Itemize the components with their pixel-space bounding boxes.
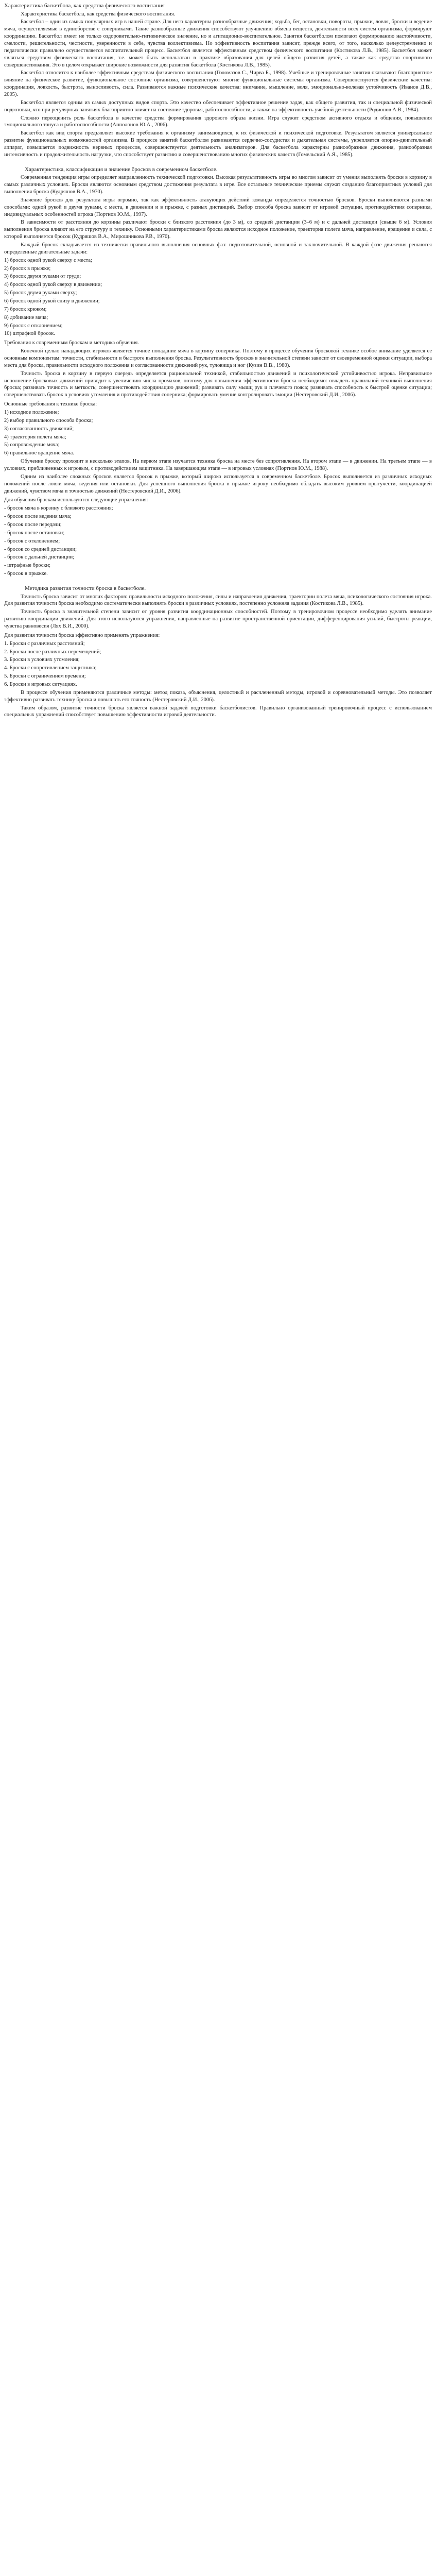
section (4, 166, 432, 578)
list-item: 5) бросок двумя руками сверху; (4, 290, 77, 296)
paragraph: Обучение броску проходит в несколько этапов. На первом этапе изучается техника броска на месте без сопротивления. На втором этапе — в движении. На третьем этапе — в условиях, приближенных к игровым, с противодействием защитника. На завершающем этапе — в игровых условиях (Портнов Ю.М., 1988). (4, 459, 432, 472)
paragraph: Значение бросков для результата игры огромно, так как эффективность атакующих действий команды определяется точностью бросков. Броски выполняются разными способами: одной рукой и двумя руками, с места, в движении и в прыжке, с разных дистанций. Выбор способа броска зависит от игровой ситуации, противодействия соперника, индивидуальных особенностей игрока (Портнов Ю.М., 1997). (4, 197, 432, 217)
paragraph: Каждый бросок складывается из технически правильного выполнения основных фаз: подготовительной, основной и заключительной. В каждой фазе движения решаются определенные двигательные задачи: (4, 242, 432, 255)
paragraph: Баскетбол является одним из самых доступных видов спорта. Это качество обеспечивает эффективное решение задач, как общего развития, так и специальной физической подготовки, что при регулярных занятиях благоприятно влияет на состояние здоровья, работоспособности, а также на эффективность учебной деятельности (Родионов А.В., 1984). (4, 99, 432, 113)
list-item: 2. Броски после различных перемещений; (4, 649, 101, 655)
list-item: 2) выбор правильного способа броска; (4, 417, 93, 423)
list-item: - бросок после передачи; (4, 522, 62, 528)
list-item: 1. Броски с различных расстояний; (4, 640, 85, 647)
paragraph: Баскетбол – один из самых популярных игр в нашей стране. Для него характерны разнообразные движения; ходьба, бег, остановки, повороты, прыжки, ловля, броски и ведение мяча, осуществляемые в единоборстве с соперниками. Такие разнообразные движения способствуют улучшению обмена веществ, деятельности всех систем организма, формируют координацию. Баскетбол имеет не только оздоровительно-гигиеническое значение, но и агитационно-воспитательное. Занятия баскетболом помогают формированию настойчивости, смелости, решительности, честности, уверенности в себе, чувства коллективизма. Но эффективность воспитания зависит, прежде всего, от того, насколько целеустремленно и педагогически правильно осуществляется воспитательный процесс. Баскетбол является эффективным средством физического воспитания (Костикова Л.В., 1985). Баскетбол может являться средством физического воспитания, т.е. может быть использован в практике образования для целей общего развития детей, а также как средство спортивного совершенствования. Это в целом открывает широкие возможности для развития баскетбола (Костикова Л.В., 1985). (4, 19, 432, 68)
paragraph: В зависимости от расстояния до корзины различают броски с близкого расстояния (до 3 м), со средней дистанции (3–6 м) и с дальней дистанции (свыше 6 м). Условия выполнения броска влияют на его структуру и технику. Основными характеристиками броска являются исходное положение, траектория полета мяча, направление, вращение и сила, с которой выполняется бросок (Кудряшов В.А., Мирошникова Р.В., 1970). (4, 219, 432, 240)
list-item: 3. Броски в условиях утомления; (4, 657, 80, 663)
paragraph: Точность броска зависит от многих факторов: правильности исходного положения, силы и направления движения, траектории полета мяча, психологического состояния игрока. Для развития точности броска необходимо систематически выполнять броски в различных условиях, постепенно усложняя задания (Костикова Л.В., 1985). (4, 594, 432, 607)
list-item: - бросок со средней дистанции; (4, 546, 77, 552)
list-item: 6. Броски в игровых ситуациях. (4, 682, 77, 688)
list-item: 8) добивание мяча; (4, 314, 48, 320)
paragraph: Сложно переоценить роль баскетбола в качестве средства формирования здорового образа жизни. Игра служит средством активного отдыха и общения, повышения эмоционального тонуса и работоспособности (Апполонов Ю.А., 2006). (4, 115, 432, 128)
list-item: 7) бросок крюком; (4, 306, 47, 312)
section-heading: Характеристика, классификация и значение бросков в современном баскетболе. (25, 166, 218, 173)
list-item: - бросок мяча в корзину с близкого расстояния; (4, 505, 113, 512)
list-item: 9) бросок с отклонением; (4, 323, 63, 329)
list-item: 1) исходное положение; (4, 410, 59, 415)
list-item: - бросок с дальней дистанции; (4, 554, 75, 561)
list-item: 10) штрафной бросок. (4, 331, 55, 337)
paragraph: Точность броска в значительной степени зависит от уровня развития координационных способностей. Поэтому в тренировочном процессе необходимо уделять внимание развитию координации движений. Для этого используются упражнения, направленные на развитие пространственной ориентации, дифференцирования усилий, быстроты реакции, чувства равновесия (Лях В.И., 2000). (4, 609, 432, 629)
list-item: 3) бросок двумя руками от груди; (4, 274, 81, 280)
list-item: 6) правильное вращение мяча. (4, 450, 74, 456)
section (4, 585, 432, 719)
paragraph: Одним из наиболее сложных бросков является бросок в прыжке, который широко используется в современном баскетболе. Бросок выполняется из различных исходных положений после ловли мяча, ведения или остановки. Для успешного выполнения броска в прыжке игроку необходимо обладать высоким уровнем прыгучести, координацией движений, чувством мяча и точностью движений (Нестеровский Д.И., 2006). (4, 473, 432, 494)
paragraph: Баскетбол относится к наиболее эффективным средствам физического воспитания (Голомазов С., Чирва Б., 1998). Учебные и тренировочные занятия оказывают благоприятное влияние на физическое развитие, функциональное состояние организма, совершенствуют многие функциональные системы организма. Совершенствуются физические качества: координация, ловкость, быстрота, выносливость, сила. Развиваются важные психические качества: внимание, мышление, воля, эмоционально-волевая устойчивость (Иванов Д.В., 2005). (4, 70, 432, 97)
list-item: 4. Броски с сопротивлением защитника; (4, 665, 97, 671)
list-item: - бросок с отклонением; (4, 538, 60, 544)
list-item: 4) траектория полета мяча; (4, 434, 66, 440)
paragraph: Баскетбол как вид спорта предъявляет высокие требования к организму занимающихся, к их физической и психической подготовке. Результатом является универсальное развитие функциональных возможностей организма. В процессе занятий баскетболом развиваются сердечно-сосудистая и дыхательная системы, укрепляется опорно-двигательный аппарат, повышается подвижность нервных процессов, совершенствуется деятельность анализаторов. Для баскетбола характерны разнообразные движения, разнообразная интенсивность и продолжительность нагрузки, что способствует развитию и совершенствованию многих физических качеств (Гомельский А.Я., 1985). (4, 130, 432, 158)
page-title: Характеристика баскетбола, как средства физического воспитания (4, 3, 165, 9)
subheading: Основные требования к технике броска: (4, 401, 97, 408)
list-item: 1) бросок одной рукой сверху с места; (4, 257, 92, 263)
list-item: 5. Броски с ограничением времени; (4, 673, 86, 680)
subheading: Для обучения броскам используются следующие упражнения: (4, 497, 148, 503)
paragraph: В процессе обучения применяются различные методы: метод показа, объяснения, целостный и расчлененный методы, игровой и соревновательный методы. Это позволяет эффективно развивать технику броска и повышать его точность (Нестеровский Д.И., 2006). (4, 689, 432, 703)
list-item: 6) бросок одной рукой снизу в движении; (4, 298, 100, 304)
list-item: - бросок после остановки; (4, 530, 65, 536)
paragraph: Характеристика баскетбола, как средства физического воспитания. (21, 11, 176, 17)
paragraph: Таким образом, развитие точности броска является важной задачей подготовки баскетболистов. Правильно организованный тренировочный процесс с использованием специальных упражнений способствует повышению эффективности игровой деятельности. (4, 705, 432, 718)
paragraph: Современная тенденция игры определяет направленность технической подготовки. Высокая результативность игры во многом зависит от умения выполнять броски в корзину в самых различных условиях. Броски являются основным средством достижения результата в игре. Все остальные технические приемы служат созданию благоприятных условий для выполнения броска (Кудряшов В.А., 1970). (4, 175, 432, 195)
document-page (0, 0, 436, 725)
list-item: 4) бросок одной рукой сверху в движении; (4, 282, 102, 288)
section (4, 11, 432, 159)
subheading: Требования к современным броскам и методика обучения. (4, 340, 139, 346)
list-item: 5) сопровождение мяча; (4, 442, 60, 448)
list-item: 3) согласованность движений; (4, 426, 74, 432)
subheading: Для развития точности броска эффективно применять упражнения: (4, 632, 160, 638)
list-item: - бросок после ведения мяча; (4, 514, 72, 520)
list-item: - штрафные броски; (4, 563, 50, 569)
list-item: 2) бросок в прыжке; (4, 265, 51, 272)
list-item: - бросок в прыжке. (4, 571, 48, 577)
paragraph: Точность броска в корзину в первую очередь определяется рациональной техникой, стабильностью движений и психологической устойчивостью игрока. Неправильное исполнение бросковых движений приводит к увеличению числа промахов, поэтому для повышения эффективности броска необходимо: овладеть правильной техникой выполнения броска; развивать точность и меткость; совершенствовать координацию движений; развивать силу мышц рук и плечевого пояса; развивать способность к быстрой оценке ситуации; совершенствовать бросок в условиях утомления и противодействия соперника; формировать умение контролировать эмоции (Нестеровский Д.И., 2006). (4, 370, 432, 398)
paragraph: Конечной целью нападающих игроков является точное попадание мяча в корзину соперника. Поэтому в процессе обучения бросковой технике особое внимание уделяется ее основным компонентам: точности, стабильности и быстроте выполнения броска. Результативность бросков в значительной степени зависит от своевременной оценки ситуации, выбора места для броска, правильности исходного положения и согласованности движений рук, туловища и ног (Кузин В.В., 1980). (4, 348, 432, 368)
section-heading: Методика развития точности броска в баскетболе. (25, 585, 146, 592)
